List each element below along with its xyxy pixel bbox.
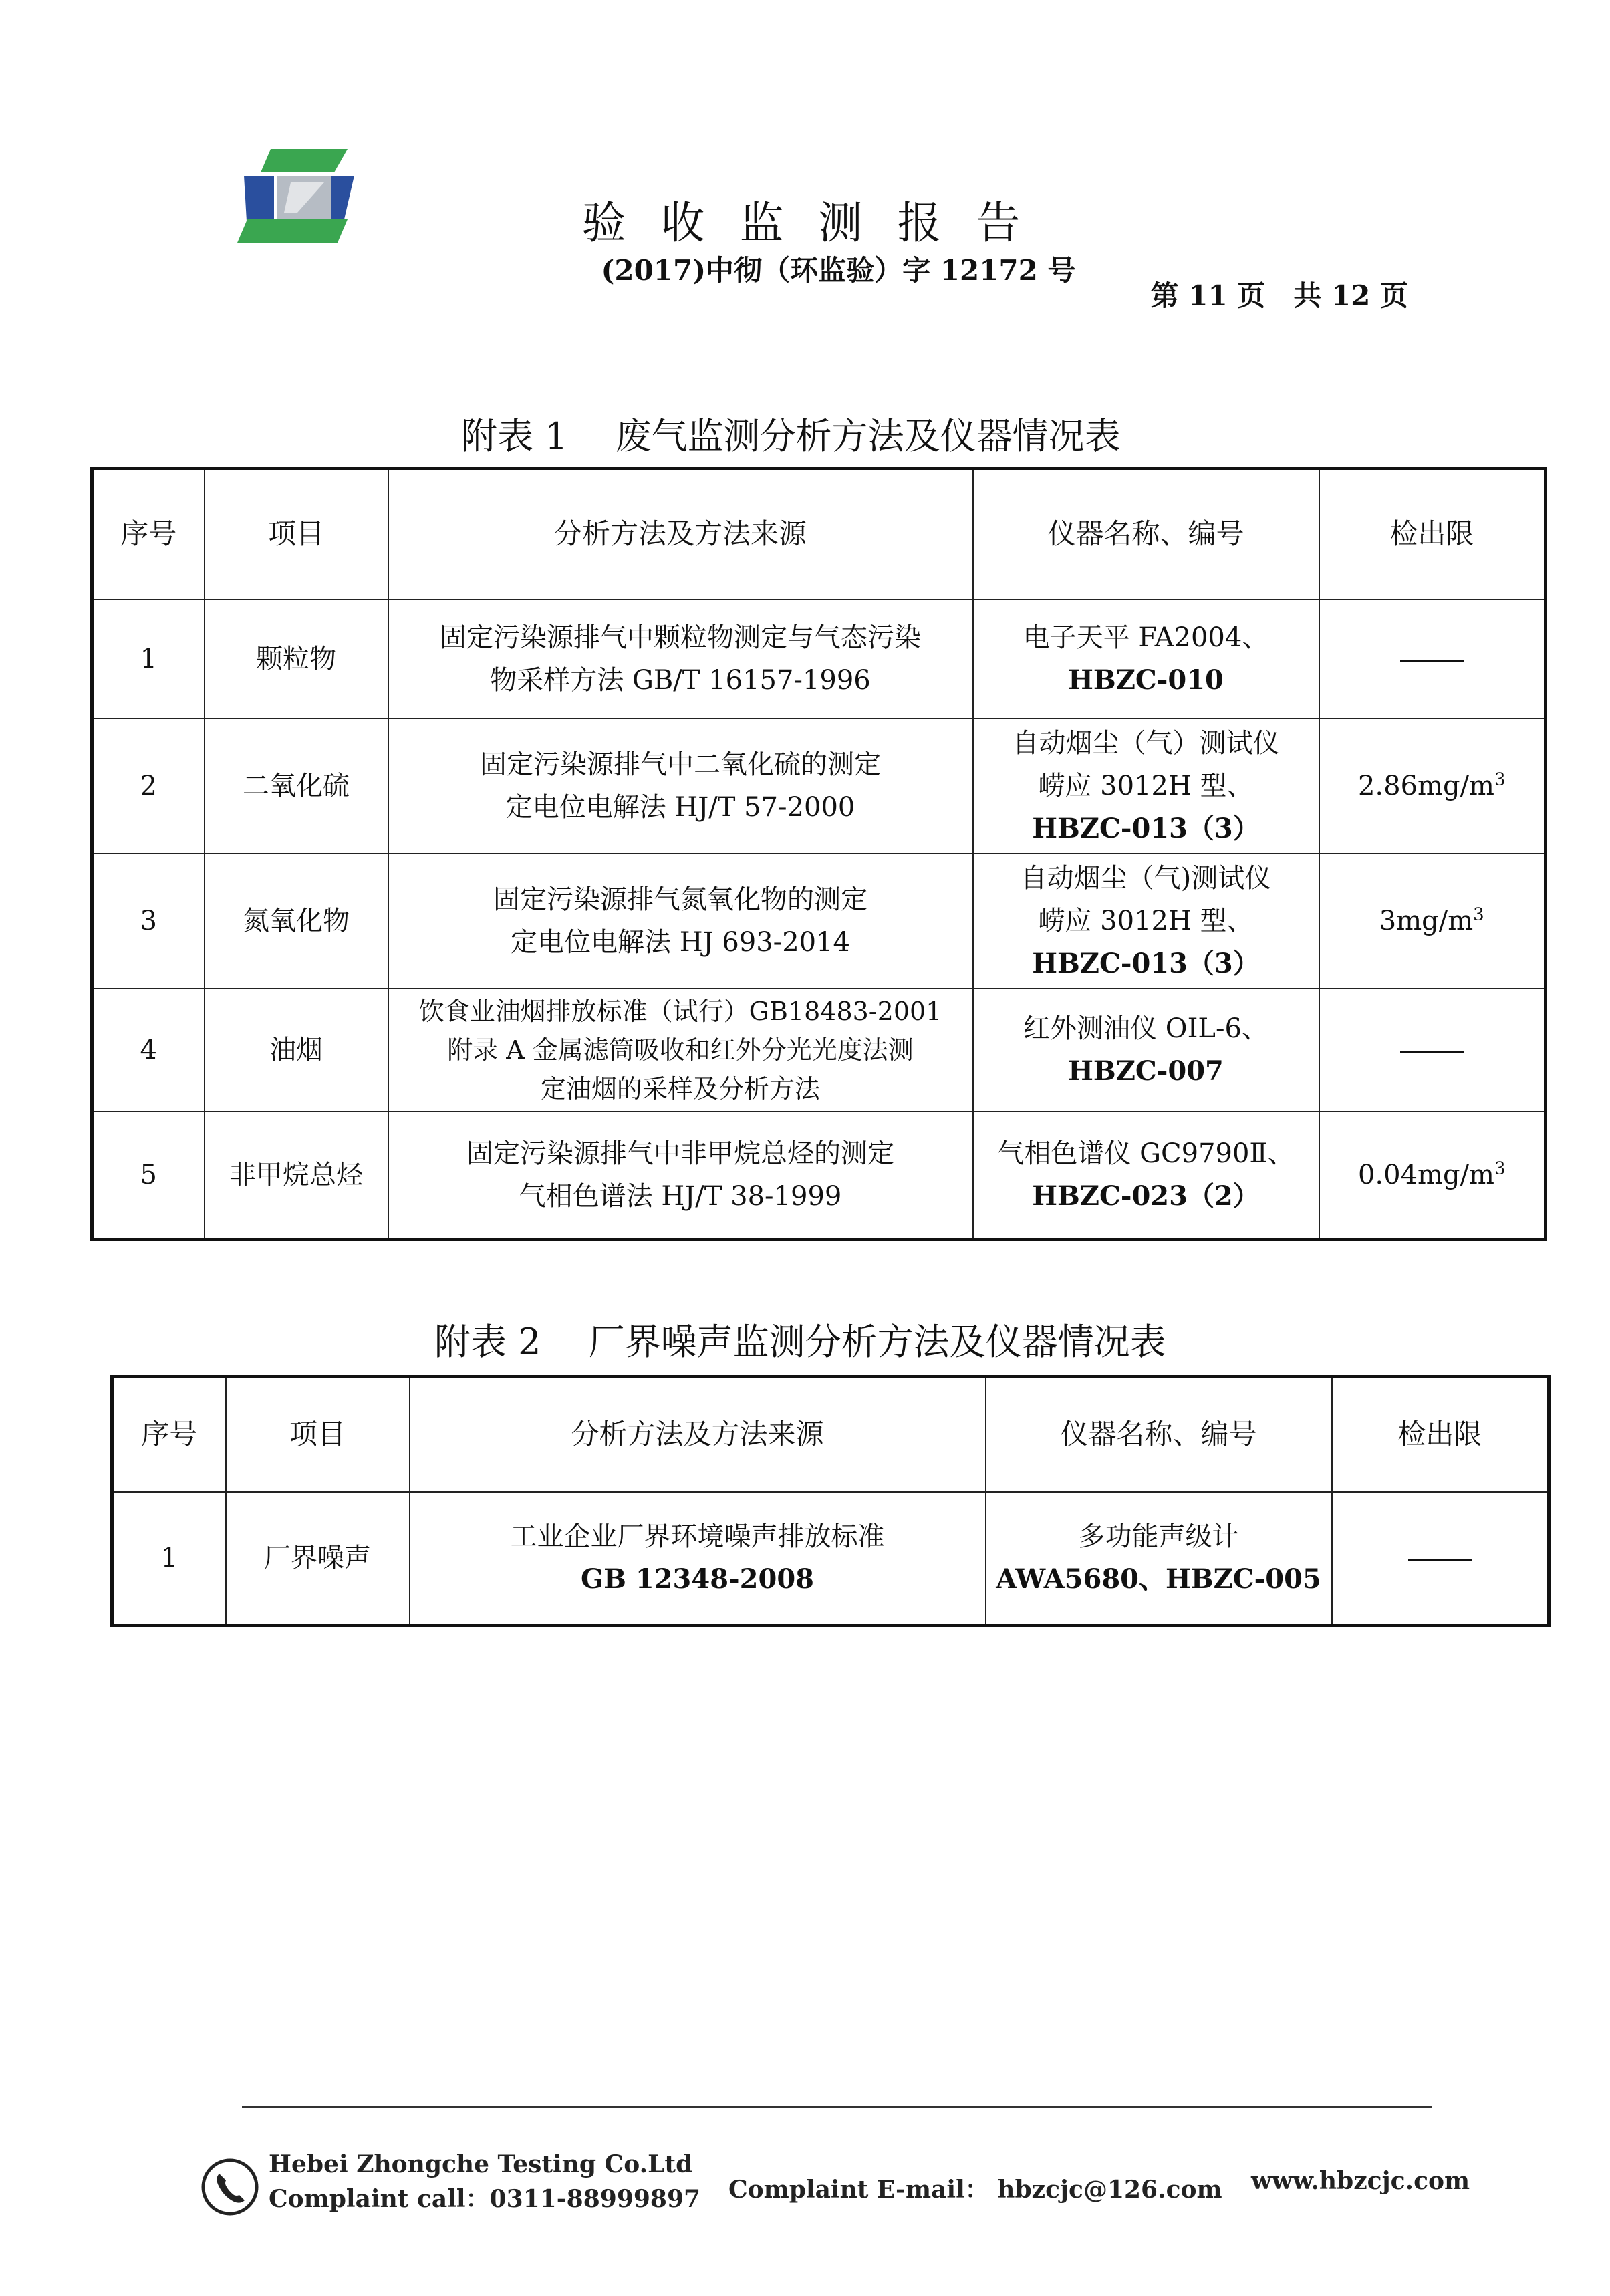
- row-item: 氮氧化物: [205, 854, 388, 989]
- table2-title: 附表 2 厂界噪声监测分析方法及仪器情况表: [434, 1321, 1166, 1363]
- header-no: 序号: [112, 1377, 226, 1492]
- row-method: 固定污染源排气氮氧化物的测定 定电位电解法 HJ 693-2014: [388, 854, 973, 989]
- report-title: 验收监测报告: [581, 197, 1055, 249]
- row-instrument: 自动烟尘（气)测试仪 崂应 3012H 型、 HBZC-013（3）: [973, 854, 1319, 989]
- header-item: 项目: [205, 469, 388, 600]
- row-limit: [1319, 989, 1546, 1112]
- row-item: 二氧化硫: [205, 719, 388, 854]
- complaint-call: Complaint call：0311-88999897: [269, 2185, 701, 2213]
- table-header-row: [112, 1377, 1549, 1492]
- row-instrument: 多功能声级计 AWA5680、HBZC-005: [986, 1492, 1332, 1626]
- footer-company: Hebei Zhongche Testing Co.Ltd Complaint call：0311-88999897: [269, 2147, 700, 2216]
- header-no: 序号: [92, 469, 205, 600]
- row-no: 3: [92, 854, 205, 989]
- page-number: 第 11 页 共 12 页: [1150, 279, 1408, 312]
- table-row: [92, 600, 1546, 719]
- row-method: 工业企业厂界环境噪声排放标准 GB 12348-2008: [410, 1492, 986, 1626]
- row-method: 固定污染源排气中颗粒物测定与气态污染 物采样方法 GB/T 16157-1996: [388, 600, 973, 719]
- header-method: 分析方法及方法来源: [388, 469, 973, 600]
- exhaust-gas-method-table: [90, 467, 1547, 1241]
- footer-divider: [242, 2106, 1432, 2108]
- row-instrument: 自动烟尘（气）测试仪 崂应 3012H 型、 HBZC-013（3）: [973, 719, 1319, 854]
- table-row: [92, 989, 1546, 1112]
- row-instrument: 气相色谱仪 GC9790Ⅱ、 HBZC-023（2）: [973, 1112, 1319, 1240]
- row-limit: $2.86mg/m^3$: [1319, 719, 1546, 854]
- row-no: 1: [92, 600, 205, 719]
- row-item: 非甲烷总烃: [205, 1112, 388, 1240]
- empty-dash: [1400, 660, 1464, 662]
- table-header-row: [92, 469, 1546, 600]
- noise-method-table: [110, 1375, 1551, 1627]
- row-limit: $3mg/m^3$: [1319, 854, 1546, 989]
- row-no: 1: [112, 1492, 226, 1626]
- row-method: 固定污染源排气中二氧化硫的测定 定电位电解法 HJ/T 57-2000: [388, 719, 973, 854]
- row-item: 厂界噪声: [226, 1492, 410, 1626]
- website-link[interactable]: www.hbzcjc.com: [1251, 2167, 1470, 2195]
- row-instrument: 电子天平 FA2004、 HBZC-010: [973, 600, 1319, 719]
- table-row: [92, 1112, 1546, 1240]
- table1-title: 附表 1 废气监测分析方法及仪器情况表: [461, 415, 1121, 457]
- row-item: 油烟: [205, 989, 388, 1112]
- table-row: [92, 719, 1546, 854]
- header-instrument: 仪器名称、编号: [986, 1377, 1332, 1492]
- row-limit: $0.04mg/m^3$: [1319, 1112, 1546, 1240]
- row-limit: [1332, 1492, 1549, 1626]
- row-no: 2: [92, 719, 205, 854]
- header-limit: 检出限: [1332, 1377, 1549, 1492]
- row-no: 4: [92, 989, 205, 1112]
- header-method: 分析方法及方法来源: [410, 1377, 986, 1492]
- phone-icon: [200, 2158, 259, 2216]
- row-method: 饮食业油烟排放标准（试行）GB18483-2001 附录 A 金属滤筒吸收和红外分光光度法测 定油烟的采样及分析方法: [388, 989, 973, 1112]
- complaint-email: Complaint E-mail： hbzcjc@126.com: [728, 2176, 1222, 2204]
- table-row: [92, 854, 1546, 989]
- row-instrument: 红外测油仪 OIL-6、 HBZC-007: [973, 989, 1319, 1112]
- empty-dash: [1408, 1559, 1472, 1561]
- row-limit: [1319, 600, 1546, 719]
- header-limit: 检出限: [1319, 469, 1546, 600]
- empty-dash: [1400, 1051, 1464, 1053]
- row-method: 固定污染源排气中非甲烷总烃的测定 气相色谱法 HJ/T 38-1999: [388, 1112, 973, 1240]
- header-instrument: 仪器名称、编号: [973, 469, 1319, 600]
- row-item: 颗粒物: [205, 600, 388, 719]
- table-row: [112, 1492, 1549, 1626]
- header-item: 项目: [226, 1377, 410, 1492]
- row-no: 5: [92, 1112, 205, 1240]
- report-number: (2017)中彻（环监验）字 12172 号: [601, 254, 1076, 287]
